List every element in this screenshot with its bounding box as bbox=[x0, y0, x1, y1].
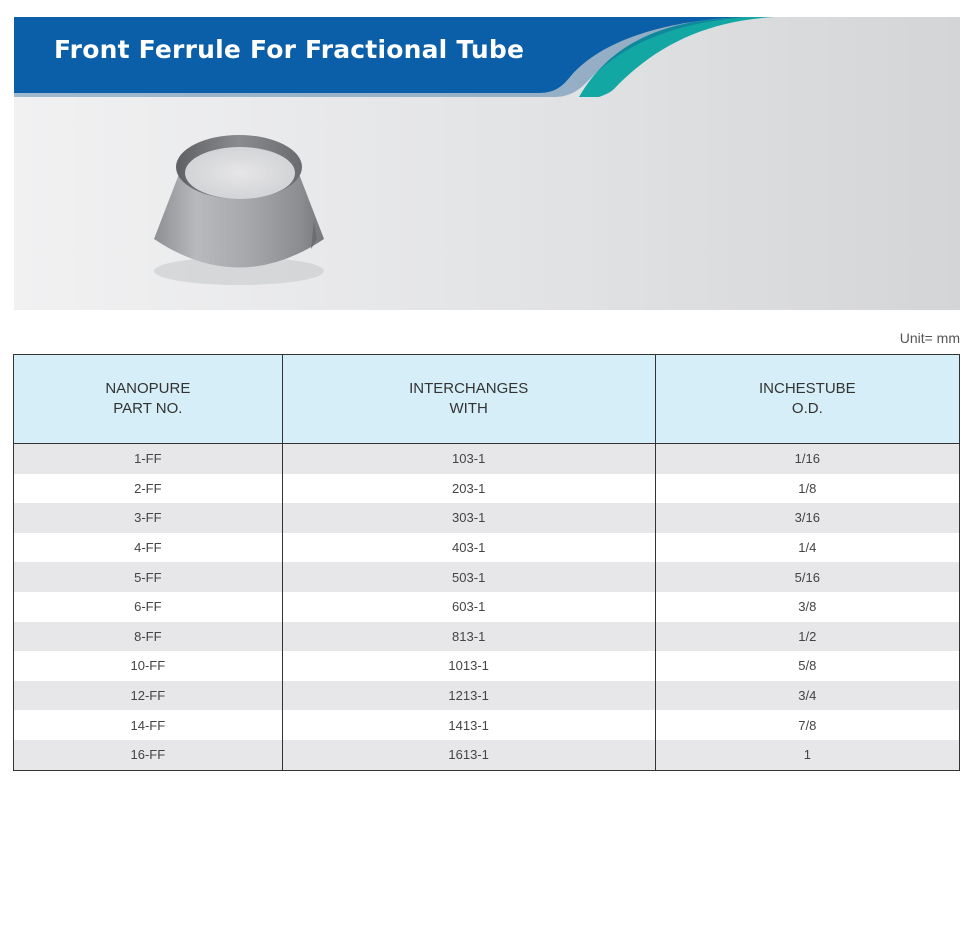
table-row bbox=[14, 740, 960, 770]
cell-interchanges: 1013-1 bbox=[282, 651, 655, 681]
cell-tube-od: 1/8 bbox=[655, 474, 959, 504]
cell-tube-od: 3/8 bbox=[655, 592, 959, 622]
cell-interchanges: 603-1 bbox=[282, 592, 655, 622]
cell-part-no: 4-FF bbox=[14, 533, 283, 563]
cell-tube-od: 3/4 bbox=[655, 681, 959, 711]
cell-interchanges: 1413-1 bbox=[282, 710, 655, 740]
cell-part-no: 12-FF bbox=[14, 681, 283, 711]
table-row bbox=[14, 710, 960, 740]
cell-interchanges: 103-1 bbox=[282, 444, 655, 474]
cell-part-no: 6-FF bbox=[14, 592, 283, 622]
table-row bbox=[14, 681, 960, 711]
cell-tube-od: 1 bbox=[655, 740, 959, 770]
cell-tube-od: 1/2 bbox=[655, 622, 959, 652]
header-part-no: NANOPURE PART NO. bbox=[14, 355, 283, 444]
cell-part-no: 5-FF bbox=[14, 562, 283, 592]
cell-tube-od: 1/4 bbox=[655, 533, 959, 563]
cell-part-no: 16-FF bbox=[14, 740, 283, 770]
table-row bbox=[14, 533, 960, 563]
table-row bbox=[14, 562, 960, 592]
page-title: Front Ferrule For Fractional Tube bbox=[54, 35, 525, 64]
cell-interchanges: 403-1 bbox=[282, 533, 655, 563]
cell-tube-od: 7/8 bbox=[655, 710, 959, 740]
cell-tube-od: 3/16 bbox=[655, 503, 959, 533]
table-row bbox=[14, 444, 960, 474]
cell-tube-od: 1/16 bbox=[655, 444, 959, 474]
table-row bbox=[14, 592, 960, 622]
cell-tube-od: 5/8 bbox=[655, 651, 959, 681]
cell-part-no: 14-FF bbox=[14, 710, 283, 740]
ferrule-image bbox=[139, 121, 339, 291]
cell-interchanges: 203-1 bbox=[282, 474, 655, 504]
cell-interchanges: 813-1 bbox=[282, 622, 655, 652]
unit-note: Unit= mm bbox=[899, 330, 960, 346]
cell-part-no: 2-FF bbox=[14, 474, 283, 504]
table-header-row bbox=[14, 355, 960, 444]
cell-interchanges: 303-1 bbox=[282, 503, 655, 533]
cell-part-no: 1-FF bbox=[14, 444, 283, 474]
cell-part-no: 3-FF bbox=[14, 503, 283, 533]
table-row bbox=[14, 622, 960, 652]
table-row bbox=[14, 503, 960, 533]
cell-tube-od: 5/16 bbox=[655, 562, 959, 592]
spec-table bbox=[13, 354, 960, 771]
cell-interchanges: 1213-1 bbox=[282, 681, 655, 711]
cell-interchanges: 503-1 bbox=[282, 562, 655, 592]
product-banner bbox=[14, 17, 960, 310]
table-row bbox=[14, 651, 960, 681]
cell-part-no: 8-FF bbox=[14, 622, 283, 652]
header-interchanges: INTERCHANGES WITH bbox=[282, 355, 655, 444]
cell-part-no: 10-FF bbox=[14, 651, 283, 681]
table-row bbox=[14, 474, 960, 504]
header-tube-od: INCHESTUBE O.D. bbox=[655, 355, 959, 444]
cell-interchanges: 1613-1 bbox=[282, 740, 655, 770]
banner-header bbox=[14, 17, 960, 97]
